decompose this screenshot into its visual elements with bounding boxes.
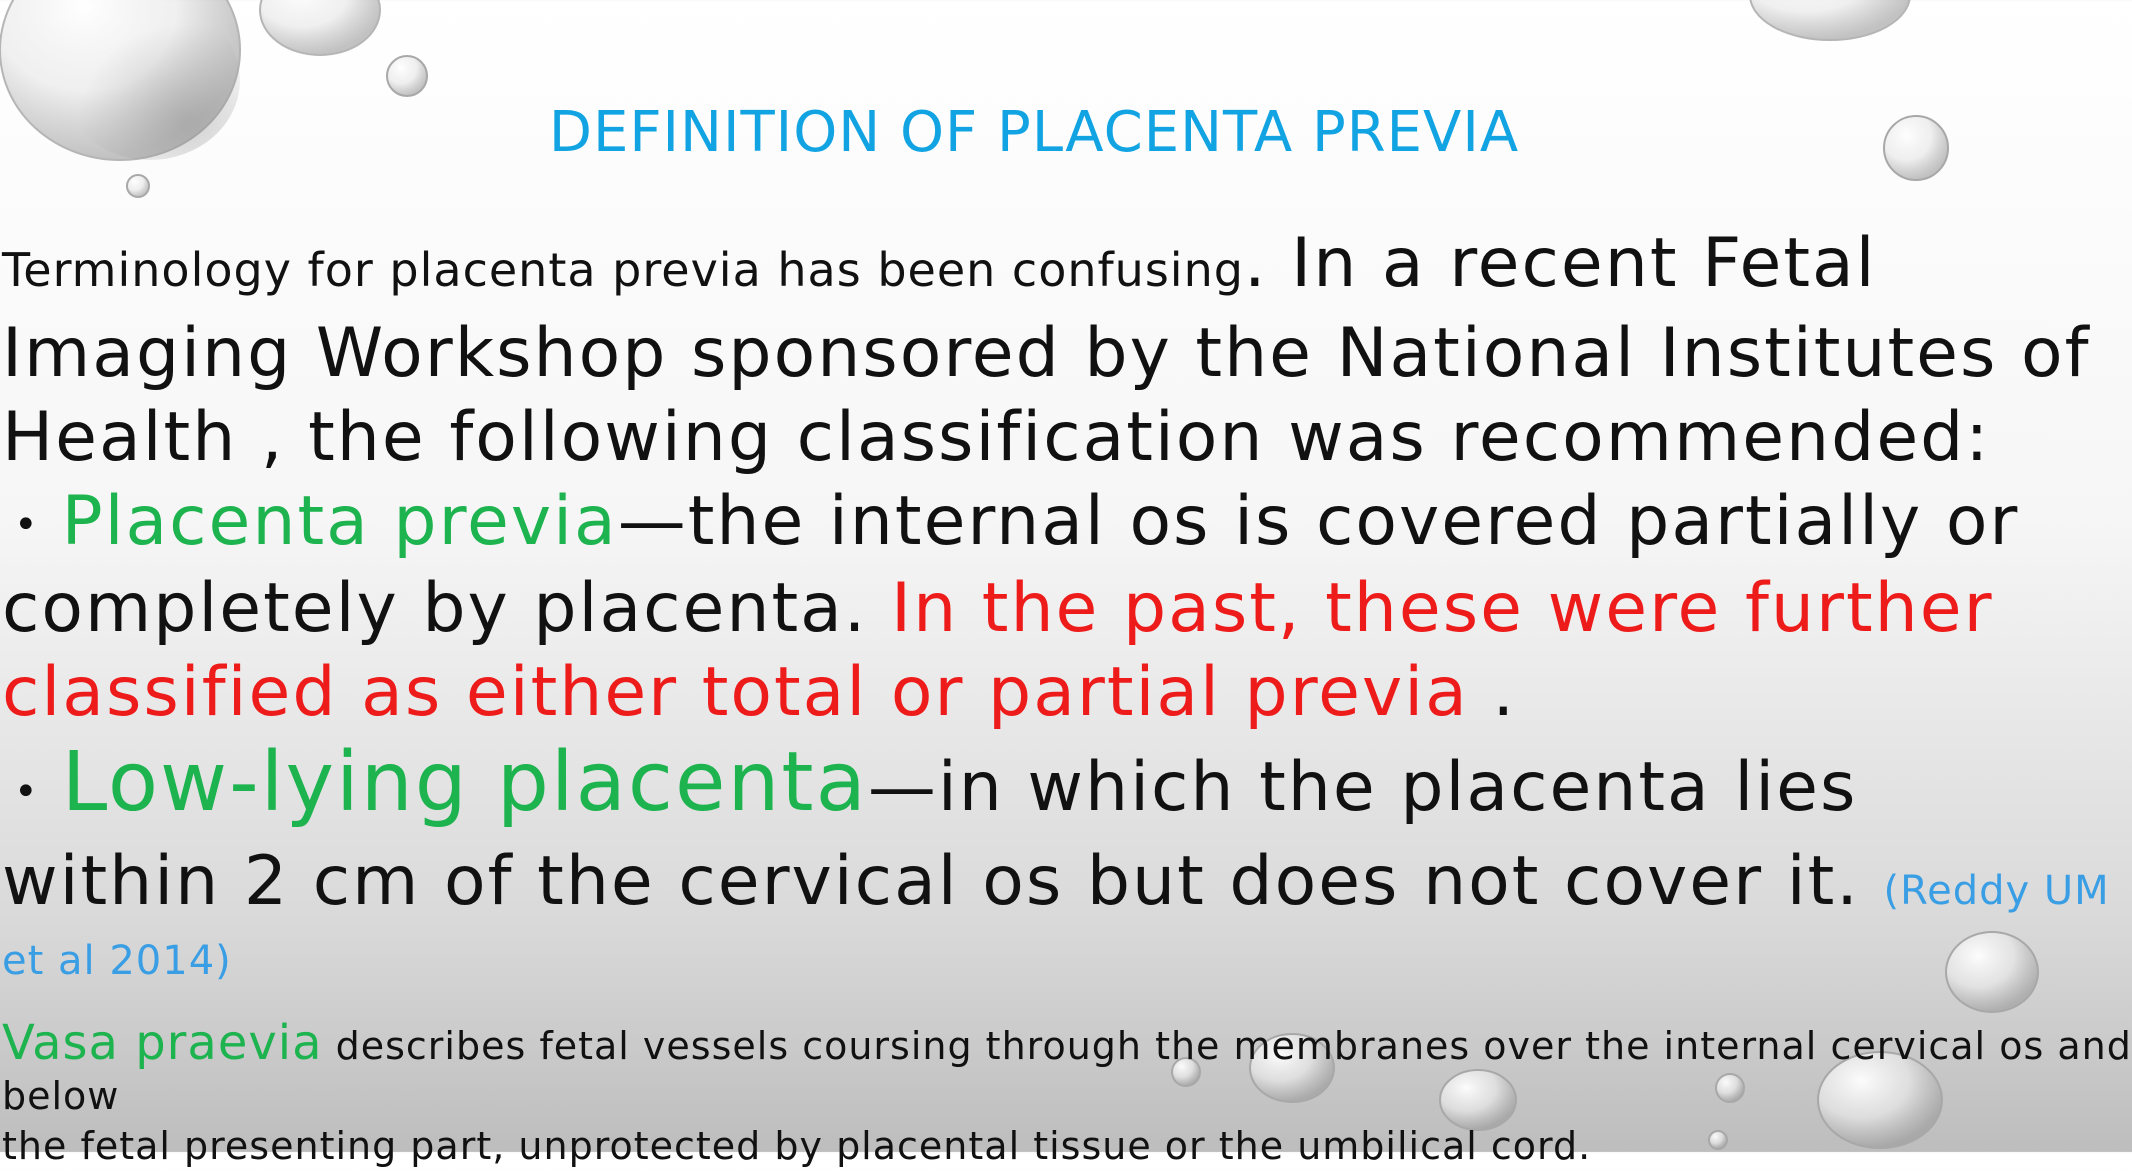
droplet bbox=[127, 175, 149, 197]
vasa-line-3: the fetal presenting part, unprotected by placental tissue or the umbilical cord. bbox=[2, 1124, 1592, 1168]
intro-line-2: Imaging Workshop sponsored by the National Institutes of bbox=[2, 314, 2091, 393]
intro-rest-text: . In a recent Fetal bbox=[1243, 224, 1877, 303]
bullet1-text-2: completely by placenta. bbox=[2, 569, 892, 649]
bullet2-text-2: within 2 cm of the cervical os but does not cover it. bbox=[2, 841, 1884, 921]
vasa-line-1 bbox=[2, 1015, 2132, 1071]
bullet1-line-3 bbox=[2, 651, 2002, 735]
droplet bbox=[1750, 0, 1910, 40]
term-low-lying-placenta: Low-lying placenta bbox=[61, 735, 868, 831]
term-vasa-praevia: Vasa praevia bbox=[2, 1015, 323, 1071]
vasa-text-1: describes fetal vessels coursing through the membranes over the internal cervical os and bbox=[322, 1024, 2132, 1068]
bullet1-line-2 bbox=[2, 567, 2002, 651]
bullet2-text-1: —in which the placenta lies bbox=[867, 748, 1858, 828]
intro-small-text: Terminology for placenta previa has been confusing bbox=[2, 243, 1244, 297]
droplet bbox=[387, 56, 427, 96]
bullet1-text-1: —the internal os is covered partially or bbox=[617, 482, 2020, 561]
bullet-low-lying-placenta bbox=[2, 735, 2002, 839]
droplet bbox=[260, 0, 380, 55]
bullet-icon: • bbox=[14, 768, 40, 815]
bullet1-red-text-2: classified as either total or partial previa bbox=[2, 653, 1469, 733]
intro-line-1 bbox=[2, 222, 2002, 312]
bullet-placenta-previa bbox=[2, 480, 2020, 567]
bullet1-end: . bbox=[1468, 653, 1517, 733]
bullet1-red-text-1: In the past, these were further bbox=[891, 569, 1994, 649]
citation-part-2: et al 2014) bbox=[2, 937, 232, 984]
citation-part-1: (Reddy UM bbox=[1883, 867, 2110, 914]
bullet2-line-2 bbox=[2, 840, 2110, 933]
slide-body bbox=[2, 222, 2110, 989]
term-placenta-previa: Placenta previa bbox=[61, 482, 618, 561]
vasa-line-2: below bbox=[2, 1074, 120, 1118]
slide-title: DEFINITION OF PLACENTA PREVIA bbox=[548, 100, 1520, 165]
vasa-praevia-paragraph bbox=[2, 1015, 2132, 1171]
intro-line-3: Health , the following classification was recommended: bbox=[2, 398, 1991, 477]
bullet-icon: • bbox=[14, 502, 40, 549]
